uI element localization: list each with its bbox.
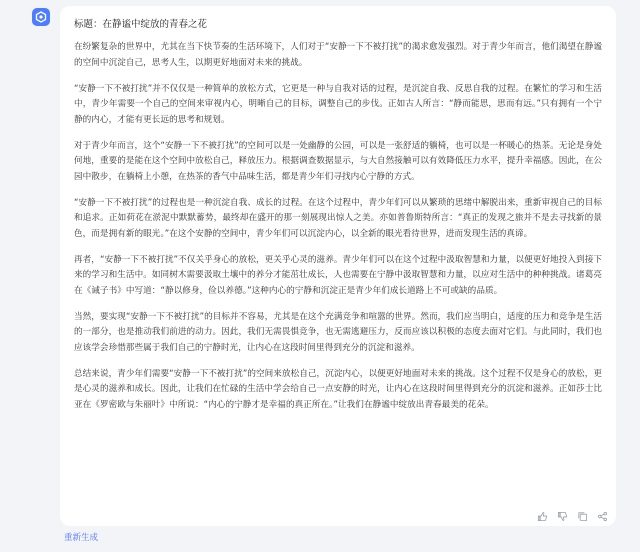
regenerate-label: 重新生成 [64,533,99,543]
ai-logo-icon [32,8,50,26]
response-paragraph: “安静一下不被打扰”并不仅仅是一种简单的放松方式，它更是一种与自我对话的过程，是沉淀自我、反思自我的过程。在繁忙的学习和生活中，青少年需要一个自己的空间来审视内心，明晰自己的目标，调整自己的步伐。正如古人所言：“静而能思，思而有远。”只有拥有一个宁静的内心，才能有更长远的思考和规划。 [74,83,602,125]
like-icon[interactable] [536,510,548,522]
response-title: 标题：在静谧中绽放的青春之花 [74,19,208,30]
dislike-icon[interactable] [556,510,568,522]
response-card [60,6,616,526]
copy-icon[interactable] [576,510,588,522]
response-actions [536,510,608,522]
response-paragraph: 对于青少年而言，这个“安静一下不被打扰”的空间可以是一处幽静的公园，可以是一张舒适的躺椅，也可以是一杯暖心的热茶。无论是身处何地，重要的是能在这个空间中放松自己，释放压力。根据调查数据显示，与大自然接触可以有效降低压力水平，提升幸福感。因此，在公园中散步，在躺椅上小憩，在热茶的香气中品味生活，都是青少年们寻找内心宁静的方式。 [74,140,602,182]
response-paragraph: 总结来说，青少年们需要“安静一下不被打扰”的空间来放松自己，沉淀内心，以便更好地面对未来的挑战。这个过程不仅是身心的放松，更是心灵的滋养和成长。因此，让我们在忙碌的生活中学会给自己一点安静的时光，让内心在这段时间里得到充分的沉淀和滋养。正如莎士比亚在《罗密欧与朱丽叶》中所说：“内心的宁静才是幸福的真正所在。”让我们在静谧中绽放出青春最美的花朵。 [74,368,602,410]
response-paragraph: 再者，“安静一下不被打扰”不仅关乎身心的放松，更关乎心灵的滋养。青少年们可以在这个过程中汲取智慧和力量，以便更好地投入到接下来的学习和生活中。如同树木需要汲取土壤中的养分才能茁壮成长，人也需要在宁静中汲取智慧和力量，以应对生活中的种种挑战。诸葛亮在《诫子书》中写道：“静以修身，俭以养德。”这种内心的宁静和沉淀正是青少年们成长道路上不可或缺的品质。 [74,254,602,296]
response-paragraph: “安静一下不被打扰”的过程也是一种沉淀自我、成长的过程。在这个过程中，青少年们可以从繁琐的思绪中解脱出来，重新审视自己的目标和追求。正如荷花在淤泥中默默蓄势，最终却在盛开的那一刻展现出惊人之美。亦如普鲁斯特所言：“真正的发现之旅并不是去寻找新的景色，而是拥有新的眼光。”在这个安静的空间中，青少年们可以沉淀内心，以全新的眼光看待世界，进而发现生活的真谛。 [74,197,602,239]
response-paragraph: 在纷繁复杂的世界中，尤其在当下快节奏的生活环境下，人们对于“安静一下不被打扰”的渴求愈发强烈。对于青少年而言，他们渴望在静谧的空间中沉淀自己，思考人生，以期更好地面对未来的挑战。 [74,42,602,68]
response-paragraph: 当然，要实现“安静一下不被打扰”的目标并不容易，尤其是在这个充满竞争和喧嚣的世界。然而，我们应当明白，适度的压力和竞争是生活的一部分，也是推动我们前进的动力。因此，我们无需畏惧竞争，也无需逃避压力，反而应该以积极的态度去面对它们。与此同时，我们也应该学会珍惜那些属于我们自己的宁静时光，让内心在这段时间里得到充分的沉淀和滋养。 [74,311,602,353]
regenerate-button[interactable] [64,531,98,543]
share-icon[interactable] [596,510,608,522]
